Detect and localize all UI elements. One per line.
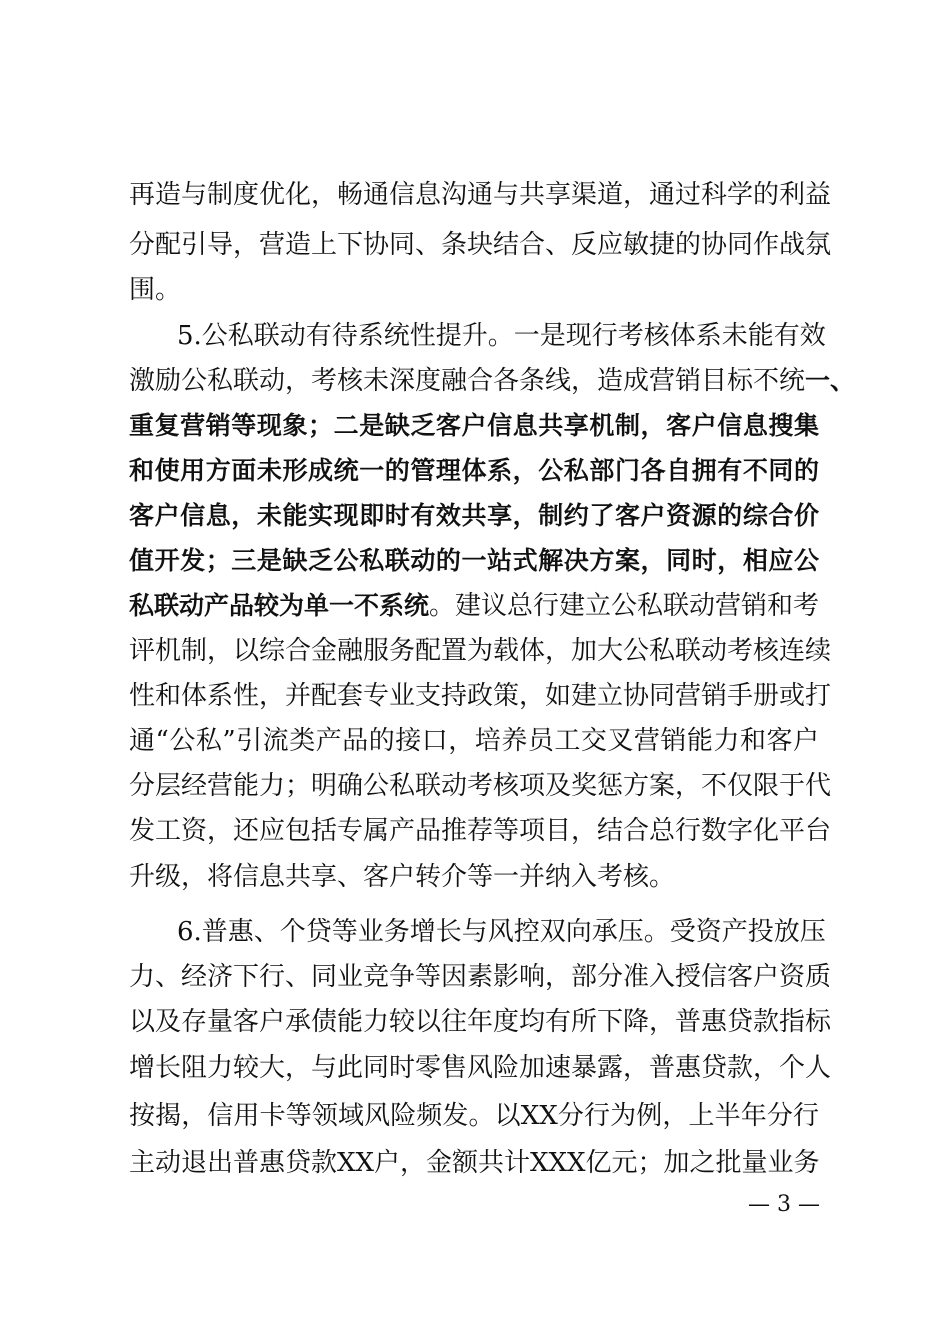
paragraph-3-line-5: 按揭，信用卡等领域风险频发。以XX分行为例，上半年分行 (129, 1101, 819, 1131)
paragraph-2-line-3: 重复营销等现象；二是缺乏客户信息共享机制，客户信息搜集 (129, 411, 819, 440)
paragraph-2-line-2 (129, 361, 856, 401)
paragraph-3-line-1: 6.普惠、个贷等业务增长与风控双向承压。受资产投放压 (177, 917, 826, 947)
paragraph-3-line-3: 以及存量客户承债能力较以往年度均有所下降，普惠贷款指标 (129, 1007, 832, 1037)
paragraph-1-line-3: 围。 (129, 275, 182, 305)
paragraph-1-line-2: 分配引导，营造上下协同、条块结合、反应敏捷的协同作战氛 (129, 230, 832, 260)
paragraph-3-line-4: 增长阻力较大，与此同时零售风险加速暴露，普惠贷款，个人 (129, 1053, 832, 1083)
paragraph-2-bold-fragment: 一、 (805, 366, 856, 395)
paragraph-2-line-8: 评机制，以综合金融服务配置为载体，加大公私联动考核连续 (129, 636, 832, 666)
paragraph-2-line-5: 客户信息，未能实现即时有效共享，制约了客户资源的综合价 (129, 501, 819, 530)
paragraph-2-line-13: 升级，将信息共享、客户转介等一并纳入考核。 (129, 862, 676, 892)
paragraph-2-line-9: 性和体系性，并配套专业支持政策，如建立协同营销手册或打 (129, 681, 832, 711)
paragraph-2-line-12: 发工资，还应包括专属产品推荐等项目，结合总行数字化平台 (129, 816, 832, 846)
paragraph-2-line-11: 分层经营能力；明确公私联动考核项及奖惩方案，不仅限于代 (129, 771, 832, 801)
paragraph-2-line-7 (129, 586, 819, 626)
paragraph-2-line-7-bold: 私联动产品较为单一不系统 (129, 591, 430, 620)
paragraph-2-line-6: 值开发；三是缺乏公私联动的一站式解决方案，同时，相应公 (129, 546, 819, 575)
paragraph-2-line-7-text: 。建议总行建立公私联动营销和考 (429, 591, 820, 621)
paragraph-1-line-1: 再造与制度优化，畅通信息沟通与共享渠道，通过科学的利益 (129, 180, 832, 210)
paragraph-3-line-6: 主动退出普惠贷款XX户，金额共计XXX亿元；加之批量业务 (129, 1148, 820, 1178)
paragraph-2-line-1: 5.公私联动有待系统性提升。一是现行考核体系未能有效 (177, 321, 826, 351)
paragraph-2-line-10: 通“公私”引流类产品的接口，培养员工交叉营销能力和客户 (129, 726, 819, 756)
paragraph-3-line-2: 力、经济下行、同业竞争等因素影响，部分准入授信客户资质 (129, 962, 832, 992)
page-number: — 3 — (748, 1192, 820, 1217)
paragraph-2-line-4: 和使用方面未形成统一的管理体系，公私部门各自拥有不同的 (129, 456, 819, 485)
paragraph-2-line-2-text: 激励公私联动，考核未深度融合各条线，造成营销目标不统 (129, 366, 806, 396)
